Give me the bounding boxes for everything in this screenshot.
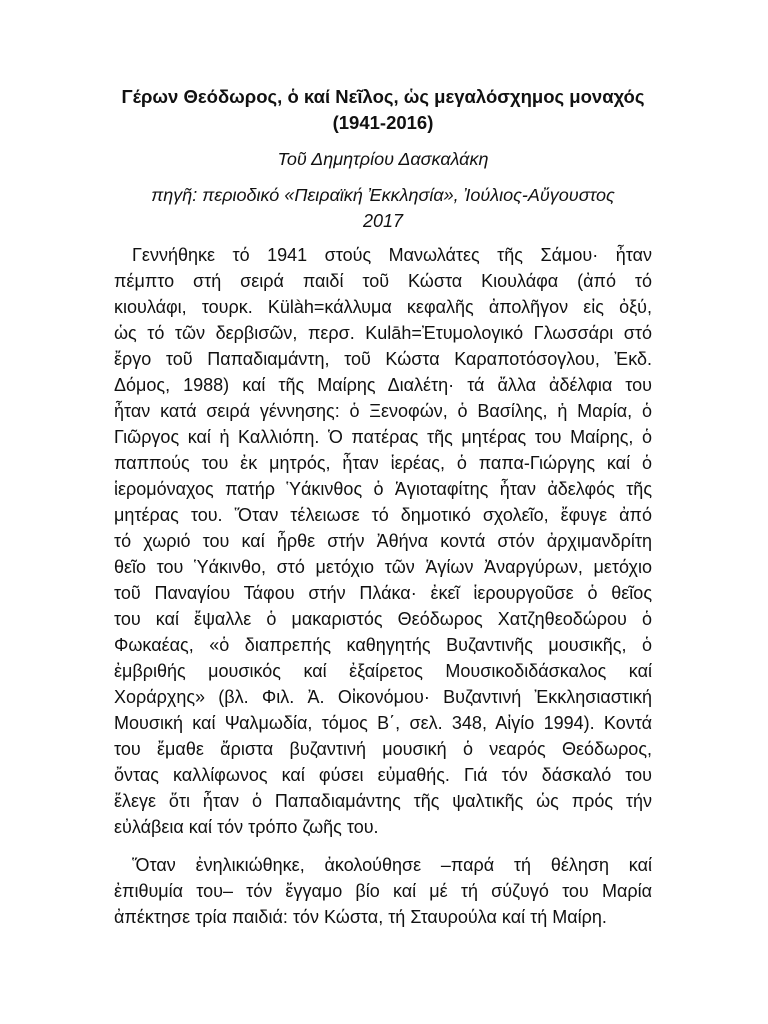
paragraph-line: ἀπέκτησε τρία παιδιά: τόν Κώστα, τή Σταυρούλα καί τή Μαίρη.: [114, 907, 607, 927]
paragraph-line: θεῖο του Ὑάκινθο, στό μετόχιο τῶν Ἁγίων Ἀναργύρων, μετόχιο: [114, 557, 652, 577]
paragraph-line: ἦταν κατά σειρά γέννησης: ὁ Ξενοφών, ὁ Βασίλης, ἡ Μαρία, ὁ: [114, 401, 652, 421]
paragraph-line: ἔλεγε ὅτι ἦταν ὁ Παπαδιαμάντης τῆς ψαλτικῆς ὡς πρός τήν: [114, 791, 652, 811]
paragraph-line: του καί ἔψαλλε ὁ μακαριστός Θεόδωρος Χατζηθεοδώρου ὁ: [114, 609, 652, 629]
paragraph-line: πέμπτο στή σειρά παιδί τοῦ Κώστα Κιουλάφα (ἀπό τό: [114, 271, 652, 291]
paragraph-line: κιουλάφι, τουρκ. Külàh=κάλλυμα κεφαλῆς ἀπολῆγον εἰς ὀξύ,: [114, 297, 652, 317]
paragraph-line: ἔργο τοῦ Παπαδιαμάντη, τοῦ Κώστα Καραποτόσογλου, Ἐκδ.: [114, 349, 652, 369]
body-paragraph: [114, 242, 652, 840]
paragraph-line: Χοράρχης» (βλ. Φιλ. Ἀ. Οἰκονόμου· Βυζαντινή Ἐκκλησιαστική: [114, 687, 652, 707]
document-title: [114, 84, 652, 136]
author-line: Τοῦ Δημητρίου Δασκαλάκη: [277, 149, 489, 169]
source-citation: [114, 182, 652, 234]
paragraph-line: Δόμος, 1988) καί τῆς Μαίρης Διαλέτη· τά ἄλλα ἀδέλφια του: [114, 375, 652, 395]
paragraph-line: παππούς του ἐκ μητρός, ἦταν ἱερέας, ὁ παπα-Γιώργης καί ὁ: [114, 453, 652, 473]
paragraph-line: ἐπιθυμία του– τόν ἔγγαμο βίο καί μέ τή σύζυγό του Μαρία: [114, 881, 652, 901]
source-year: 2017: [362, 211, 404, 231]
source-line: πηγῆ: περιοδικό «Πειραϊκή Ἐκκλησία», Ἰούλιος-Αὔγουστος: [151, 185, 615, 205]
title-years: (1941-2016): [332, 112, 434, 133]
paragraph-line: ἐμβριθής μουσικός καί ἐξαίρετος Μουσικοδιδάσκαλος καί: [114, 661, 652, 681]
paragraph-line: του ἔμαθε ἄριστα βυζαντινή μουσική ὁ νεαρός Θεόδωρος,: [114, 739, 652, 759]
paragraph-line: εὐλάβεια καί τόν τρόπο ζωῆς του.: [114, 817, 379, 837]
document-body: [114, 84, 652, 930]
paragraph-line: ἱερομόναχος πατήρ Ὑάκινθος ὁ Ἁγιοταφίτης ἦταν ἀδελφός τῆς: [114, 479, 652, 499]
paragraph-line: Γιῶργος καί ἡ Καλλιόπη. Ὁ πατέρας τῆς μητέρας του Μαίρης, ὁ: [114, 427, 652, 447]
body-paragraph: [114, 852, 652, 930]
paragraph-line: Μουσική καί Ψαλμωδία, τόμος Β΄, σελ. 348, Αἰγίο 1994). Κοντά: [114, 713, 652, 733]
paragraph-line: τό χωριό του καί ἦρθε στήν Ἀθήνα κοντά στόν ἀρχιμανδρίτη: [114, 531, 652, 551]
paragraph-line: ὄντας καλλίφωνος καί φύσει εὐμαθής. Γιά τόν δάσκαλό του: [114, 765, 652, 785]
paragraph-line: Γεννήθηκε τό 1941 στούς Μανωλάτες τῆς Σάμου· ἦταν: [132, 245, 652, 265]
paragraph-line: τοῦ Παναγίου Τάφου στήν Πλάκα· ἐκεῖ ἱερουργοῦσε ὁ θεῖος: [114, 583, 652, 603]
title-line: Γέρων Θεόδωρος, ὁ καί Νεῖλος, ὡς μεγαλόσχημος μοναχός: [121, 86, 645, 107]
paragraph-line: ὡς τό τῶν δερβισῶν, περσ. Kulāh=Ἐτυμολογικό Γλωσσάρι στό: [114, 323, 652, 343]
paragraph-line: μητέρας του. Ὅταν τέλειωσε τό δημοτικό σχολεῖο, ἔφυγε ἀπό: [114, 505, 652, 525]
paragraph-line: Ὅταν ἐνηλικιώθηκε, ἀκολούθησε –παρά τή θέληση καί: [132, 855, 652, 875]
paragraph-line: Φωκαέας, «ὁ διαπρεπής καθηγητής Βυζαντινῆς μουσικῆς, ὁ: [114, 635, 652, 655]
